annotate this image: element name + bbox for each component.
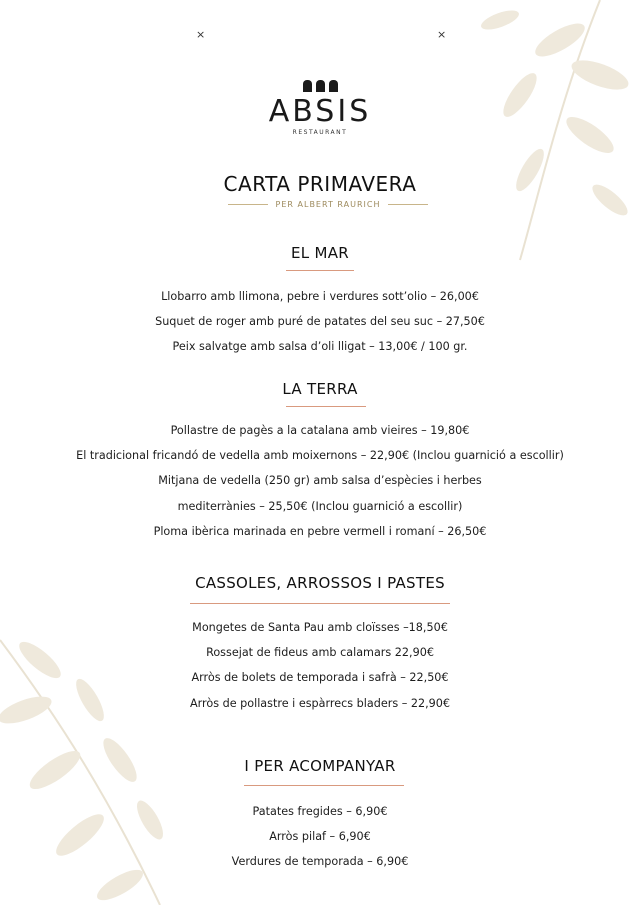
menu-item: Suquet de roger amb puré de patates del seu suc – 27,50€ — [155, 315, 485, 328]
section-title-cassoles: CASSOLES, ARROSSOS I PASTES — [195, 574, 445, 592]
section-divider — [286, 406, 366, 407]
menu-item: El tradicional fricandó de vedella amb moixernons – 22,90€ (Inclou guarnició a escollir) — [76, 449, 564, 462]
menu-item: mediterrànies – 25,50€ (Inclou guarnició a escollir) — [177, 500, 463, 513]
logo-name: ABSIS — [268, 94, 372, 129]
menu-item: Patates fregides – 6,90€ — [252, 805, 388, 818]
menu-item: Arròs de pollastre i espàrrecs bladers – 22,90€ — [189, 697, 451, 710]
section-title-la-terra: LA TERRA — [282, 380, 358, 398]
menu-title: CARTA PRIMAVERA — [223, 172, 417, 196]
menu-item: Arròs de bolets de temporada i safrà – 22,50€ — [191, 671, 449, 684]
close-icon-right[interactable]: × — [437, 28, 447, 41]
divider — [388, 204, 428, 205]
menu-item: Mitjana de vedella (250 gr) amb salsa d’espècies i herbes — [158, 474, 482, 487]
menu-item: Ploma ibèrica marinada en pebre vermell i romaní – 26,50€ — [153, 525, 487, 538]
menu-item: Rossejat de fideus amb calamars 22,90€ — [206, 646, 434, 659]
logo-tagline: RESTAURANT — [292, 129, 348, 136]
menu-subtitle-text: PER ALBERT RAURICH — [275, 200, 381, 209]
logo-towers-icon — [0, 80, 640, 94]
menu-item: Mongetes de Santa Pau amb cloïsses –18,50€ — [192, 621, 448, 634]
divider — [228, 204, 268, 205]
section-divider — [244, 785, 404, 786]
restaurant-logo — [0, 80, 640, 136]
menu-item: Pollastre de pagès a la catalana amb vieires – 19,80€ — [170, 424, 470, 437]
section-divider — [190, 603, 450, 604]
menu-subtitle — [228, 200, 428, 209]
menu-item: Peix salvatge amb salsa d’oli lligat – 13,00€ / 100 gr. — [172, 340, 468, 353]
menu-item: Arròs pilaf – 6,90€ — [269, 830, 371, 843]
section-title-el-mar: EL MAR — [290, 244, 350, 262]
menu-item: Llobarro amb llimona, pebre i verdures sott’olio – 26,00€ — [161, 290, 479, 303]
section-title-acompanyar: I PER ACOMPANYAR — [244, 757, 396, 775]
section-divider — [286, 270, 354, 271]
menu-item: Verdures de temporada – 6,90€ — [231, 855, 409, 868]
close-icon-left[interactable]: × — [196, 28, 206, 41]
